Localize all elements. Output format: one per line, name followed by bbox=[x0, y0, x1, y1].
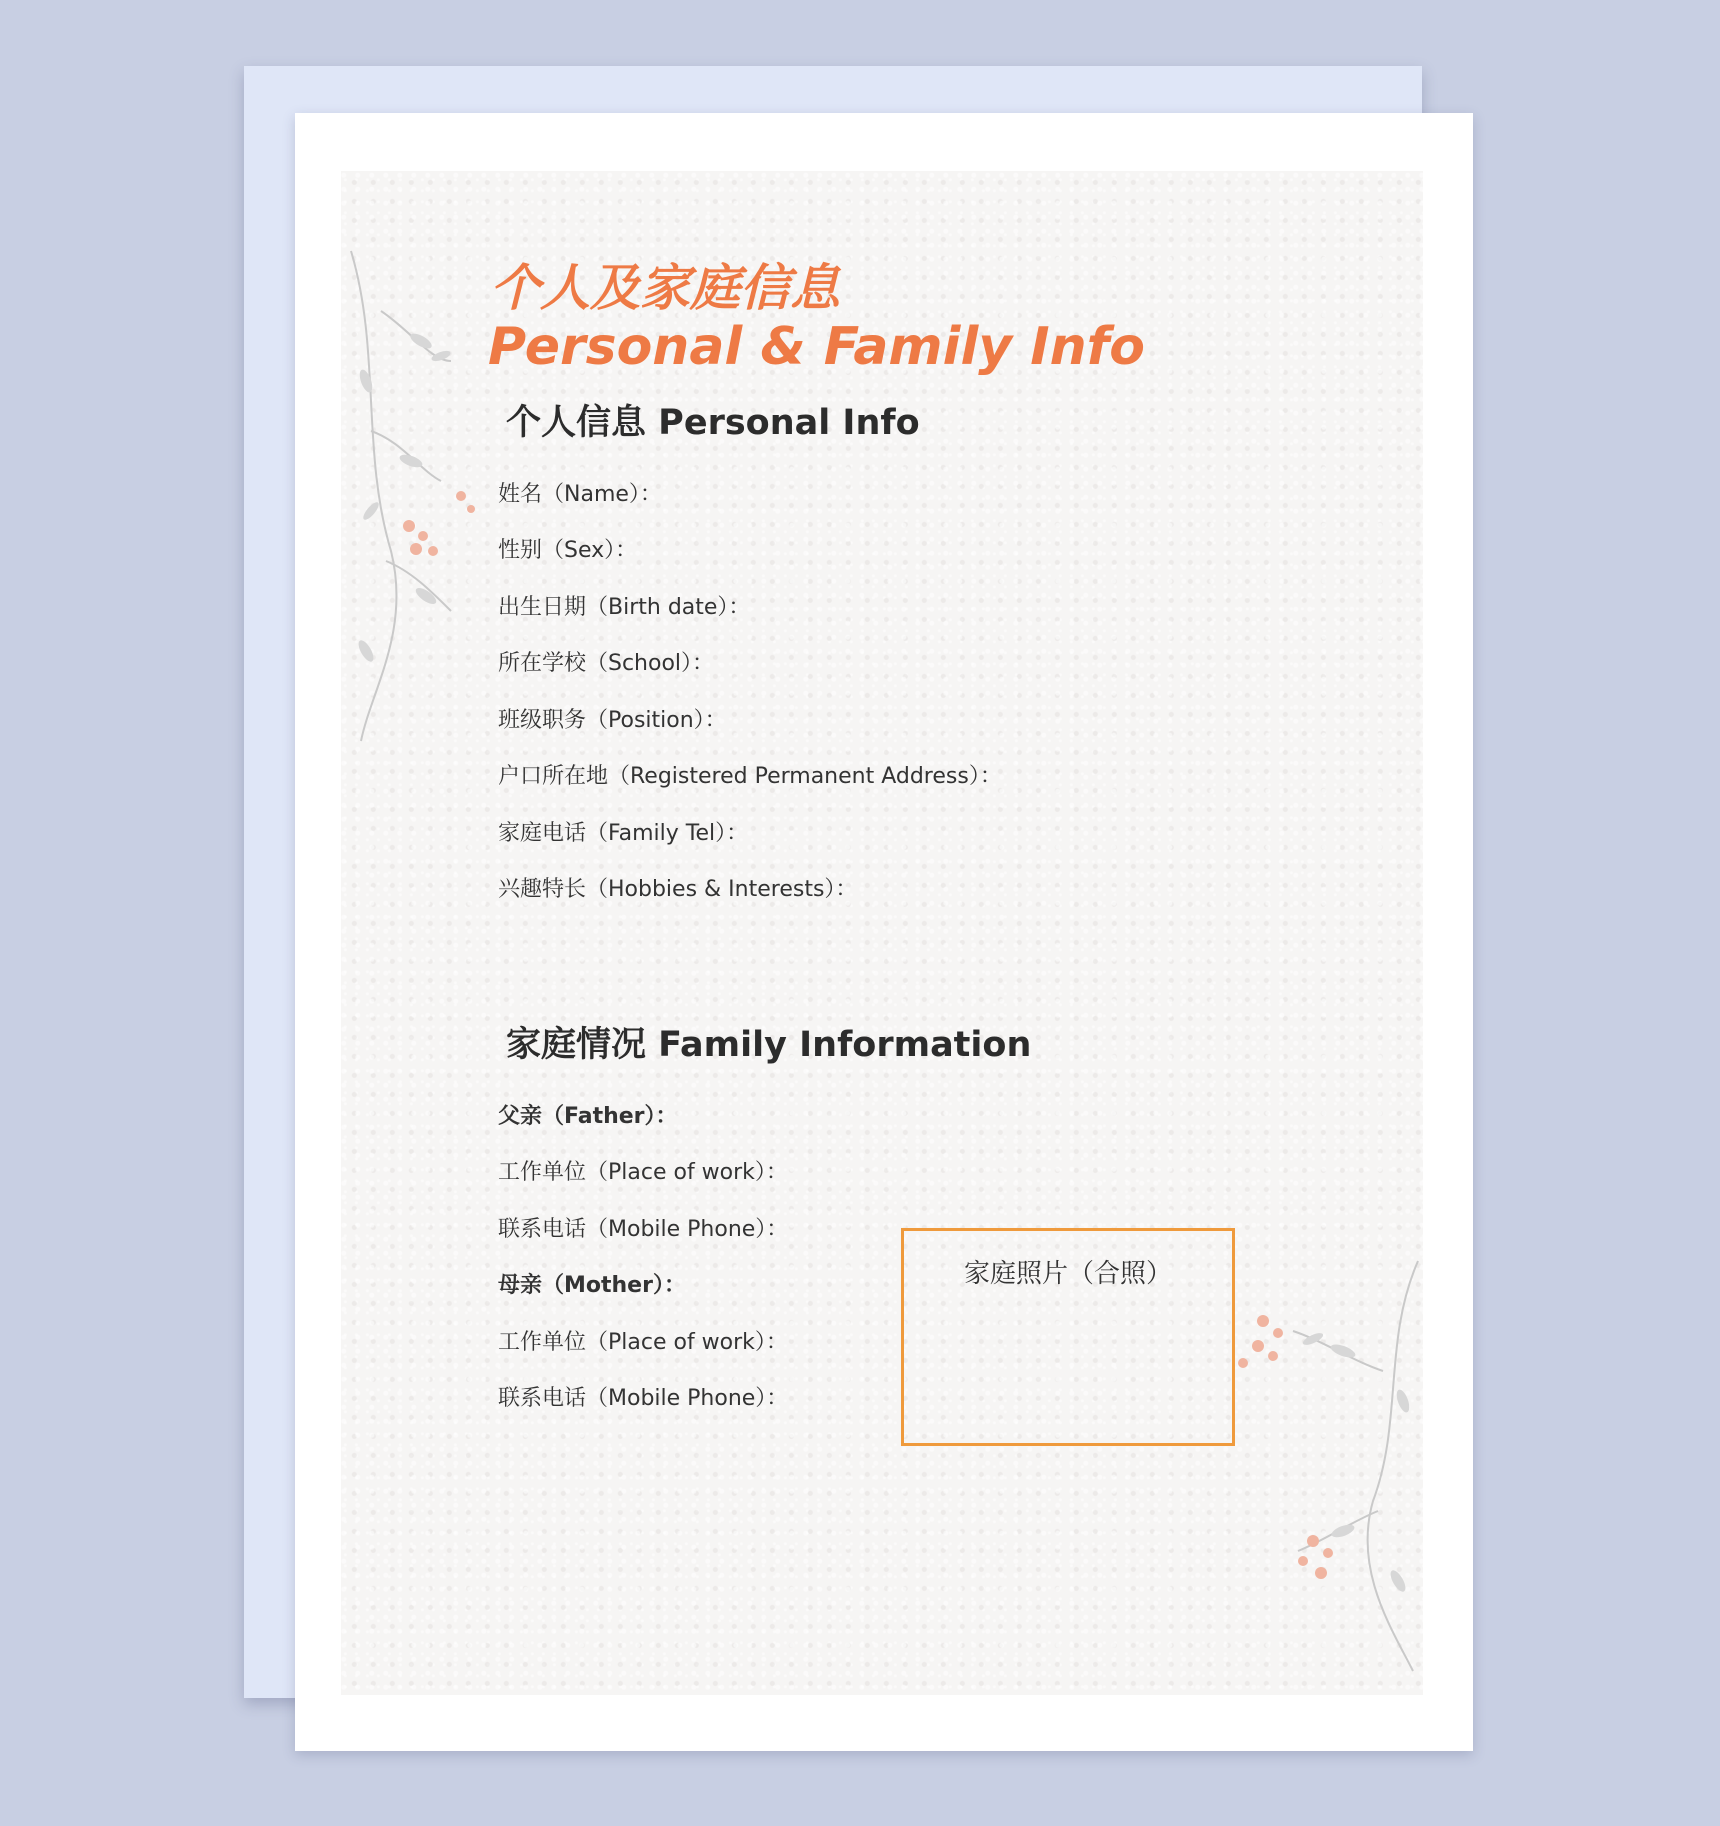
title-chinese: 个人及家庭信息 bbox=[490, 259, 840, 317]
sex-field-label: 性别（Sex）： bbox=[498, 538, 638, 563]
paper-texture bbox=[341, 171, 1423, 1695]
personal-info-heading: 个人信息 Personal Info bbox=[506, 403, 920, 443]
family-tel-field-label: 家庭电话（Family Tel）： bbox=[498, 821, 749, 846]
father-label: 父亲（Father）： bbox=[498, 1104, 678, 1129]
family-info-heading: 家庭情况 Family Information bbox=[506, 1025, 1032, 1065]
position-field-label: 班级职务（Position）： bbox=[498, 708, 727, 733]
mother-work-field-label: 工作单位（Place of work）： bbox=[498, 1330, 788, 1355]
family-photo-label: 家庭照片（合照） bbox=[963, 1259, 1172, 1289]
father-phone-field-label: 联系电话（Mobile Phone）： bbox=[498, 1217, 789, 1242]
hobbies-field-label: 兴趣特长（Hobbies & Interests）： bbox=[498, 877, 858, 902]
father-work-field-label: 工作单位（Place of work）： bbox=[498, 1160, 788, 1185]
floral-decoration-left bbox=[341, 231, 491, 751]
name-field-label: 姓名（Name）： bbox=[498, 482, 662, 507]
address-field-label: 户口所在地（Registered Permanent Address）： bbox=[498, 764, 1002, 789]
birth-date-field-label: 出生日期（Birth date）： bbox=[498, 595, 751, 620]
family-photo-box bbox=[901, 1228, 1235, 1446]
title-english: Personal & Family Info bbox=[488, 317, 1145, 377]
mother-label: 母亲（Mother）： bbox=[498, 1273, 686, 1298]
school-field-label: 所在学校（School）： bbox=[498, 651, 715, 676]
document-page bbox=[295, 113, 1473, 1751]
mother-phone-field-label: 联系电话（Mobile Phone）： bbox=[498, 1386, 789, 1411]
floral-decoration-right bbox=[1203, 1251, 1423, 1681]
